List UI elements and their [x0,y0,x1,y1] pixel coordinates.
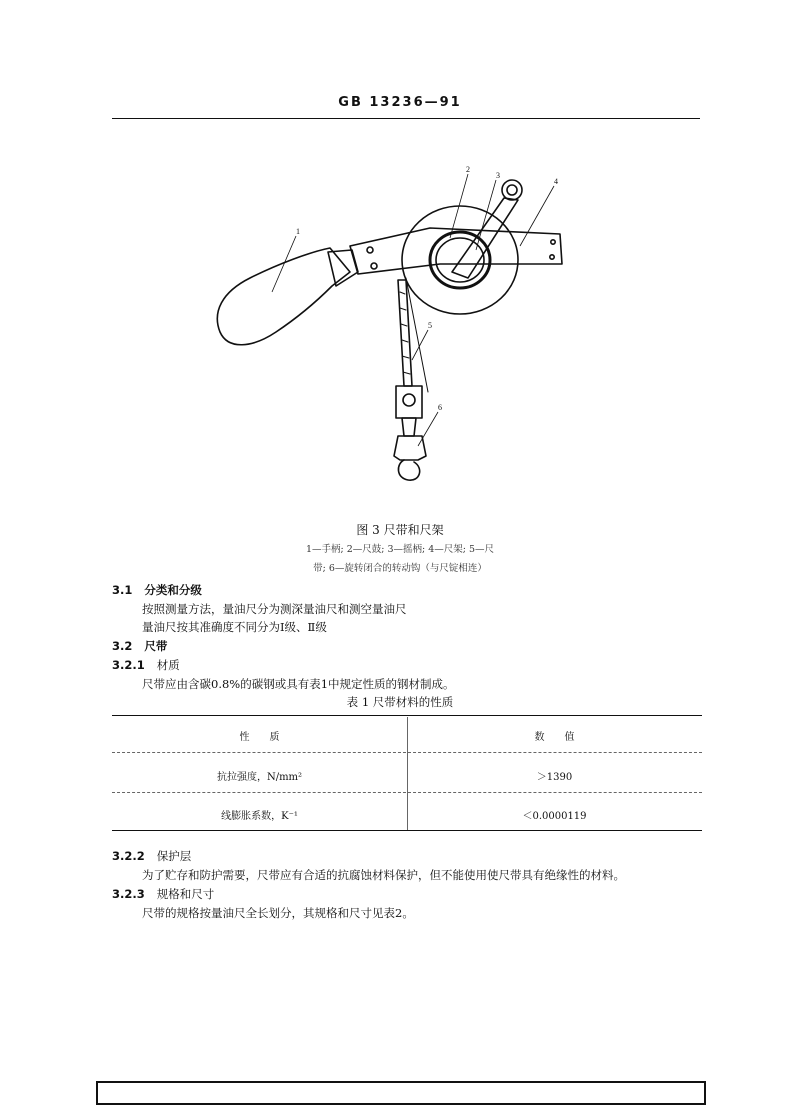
paragraph-3-1-a: 按照测量方法，量油尺分为测深量油尺和测空量油尺 [142,602,407,616]
callout-1: 1 [296,227,300,236]
section-heading-3-2-2: 3.2.2 保护层 [112,849,192,863]
callout-4: 4 [554,177,558,186]
table-row-1-property: 抗拉强度，N/mm² [216,772,303,783]
table-row-2-value: ＜0.0000119 [522,811,587,822]
callout-2: 2 [466,165,470,174]
swivel-hook-shape [396,386,422,418]
page-bottom-frame [96,1081,706,1105]
paragraph-3-2-1: 尺带应由含碳0.8%的碳钢或具有表1中规定性质的钢材制成。 [142,677,455,691]
callout-6: 6 [438,403,442,412]
section-heading-3-1: 3.1 分类和分级 [112,583,202,597]
figure-legend-line-2: 带; 6—旋转闭合的转动钩（与尺锭相连） [313,563,487,574]
paragraph-3-1-b: 量油尺按其准确度不同分为Ⅰ级、Ⅱ级 [142,620,327,634]
table-1 [112,715,702,832]
table-header-property: 性 质 [239,732,280,743]
section-heading-3-2-1: 3.2.1 材质 [112,658,180,672]
table-1-title: 表 1 尺带材料的性质 [346,695,454,709]
table-row-1-value: ＞1390 [536,772,573,783]
paragraph-3-2-2: 为了贮存和防护需要，尺带应有合适的抗腐蚀材料保护，但不能使用使尺带具有绝缘性的材料。 [142,868,625,882]
figure-caption: 图 3 尺带和尺架 [356,523,444,537]
figure-legend-line-1: 1—手柄; 2—尺鼓; 3—摇柄; 4—尺架; 5—尺 [305,544,495,555]
section-heading-3-2-3: 3.2.3 规格和尺寸 [112,887,215,901]
header-rule [112,118,700,119]
document-header-code: GB 13236—91 [338,95,462,110]
callout-3: 3 [496,171,500,180]
callout-5: 5 [428,321,432,330]
paragraph-3-2-3: 尺带的规格按量油尺全长划分，其规格和尺寸见表2。 [142,906,414,920]
table-bottom-rule [112,830,702,831]
table-row-2-property: 线膨胀系数，K⁻¹ [221,811,298,822]
table-header-value: 数 值 [534,732,575,743]
tape-frame-figure [200,160,600,500]
table-top-rule [112,715,702,716]
section-heading-3-2: 3.2 尺带 [112,639,168,653]
